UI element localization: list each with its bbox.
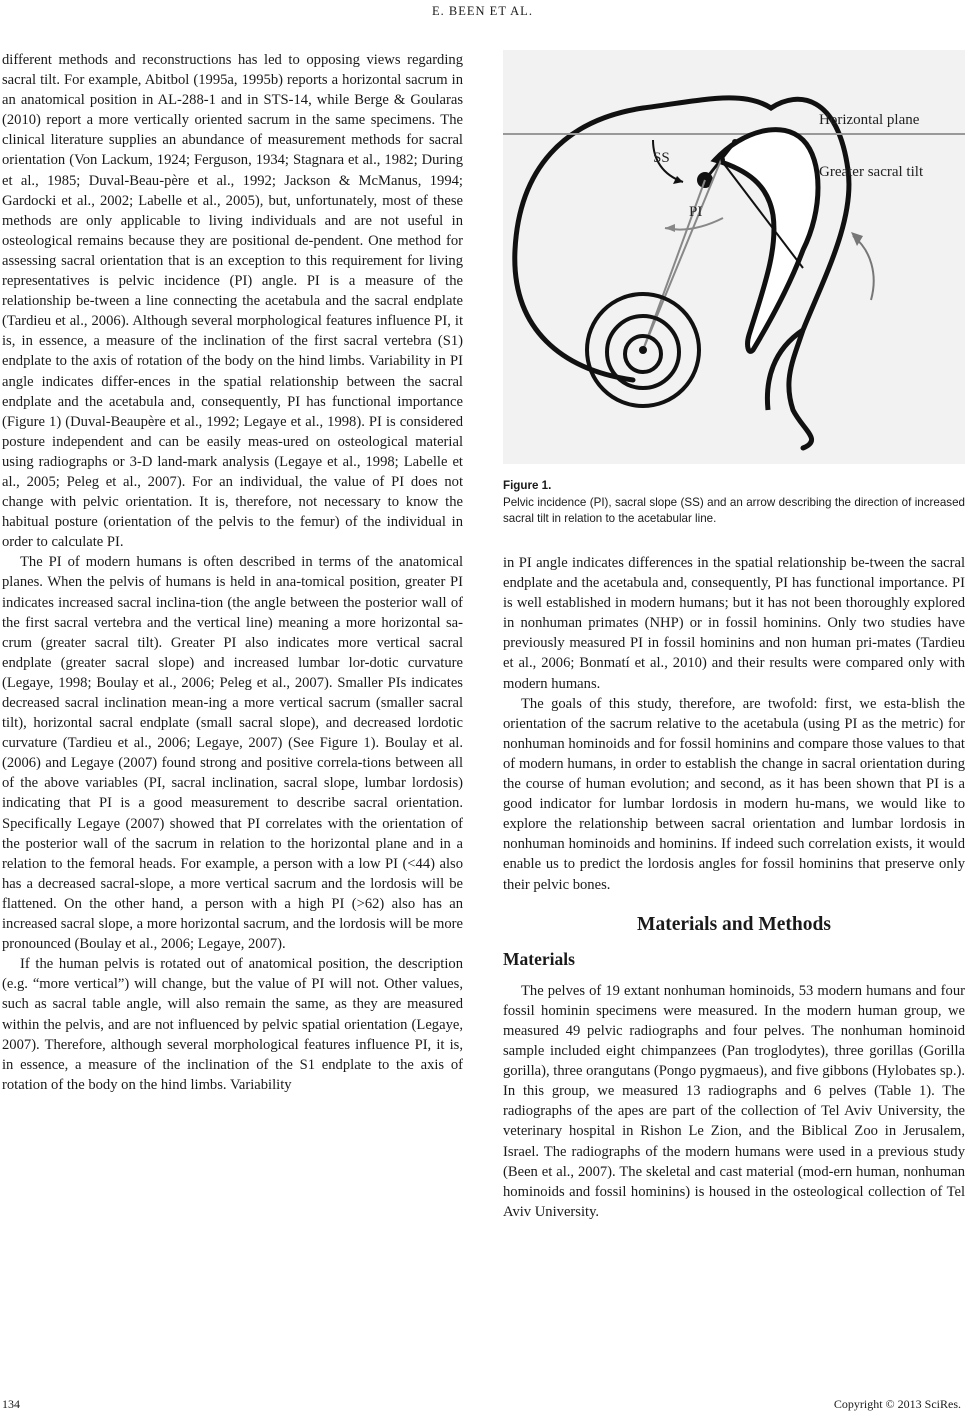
horizontal-plane-label: Horizontal plane [819, 112, 920, 128]
subsection-heading: Materials [503, 948, 575, 969]
pelvis-diagram [503, 50, 965, 464]
body-paragraph: The pelves of 19 extant nonhuman hominoids, 53 modern humans and four fossil hominin specimens were measured. In the modern human group, we measured 49 pelvic radiographs and four pelves. The nonhuman hominoid sample included eight chimpanzees (Pan troglodytes), three gorillas (Gorilla gorilla), three orangutans (Pongo pygmaeus), and five gibbons (Hylobates sp.). In this group, we measured 13 radiographs and 6 pelves (Table 1). The radiographs of the apes are part of the collection of Tel Aviv University, the veterinary hospital in Rishon Le Zion, and the Biblical Zoo in Jerusalem, Israel. The radiographs of the modern humans were used in a previous study (Been et al., 2007). The skeletal and cast material (mod-ern human, nonhuman hominoids and fossil hominins) is housed in the osteological collection of Tel Aviv University. [503, 982, 965, 1220]
figure-caption [503, 478, 965, 528]
body-paragraph: The PI of modern humans is often described in terms of the anatomical planes. When the pelvis of humans is held in ana-tomical position, greater PI indicates increased sacral inclina-tion (the angle between the posterior wall of the first sacral vertebra and the vertical line) meaning a more horizontal sa-crum (greater sacral tilt). Greater PI also indicates more vertical sacral endplate (greater sacral slope) and increased lumbar lor-dotic curvature (Legaye, 1998; Boulay et al., 2006; Peleg et al., 2007). Smaller PIs indicates decreased sacral inclination mean-ing a more vertical sacrum (smaller sacral tilt), horizontal sacral endplate (small sacral slope), and decreased lordotic curvature (Tardieu et al., 2006; Legaye, 2007) (See Figure 1). Boulay et al. (2006) and Legaye (2007) found strong and positive correla-tions between all of the above variables (PI, sacral inclination, sacral slope, lumbar lordosis) indicating that PI is a good measurement to describe sacral orientation. Specifically Legaye (2007) showed that PI correlates with the orientation of the posterior wall of the sacrum in relation to the horizontal plane and in a relation to the femoral heads. For example, a person with a low PI (<44) also has a decreased sacral-slope, a more vertical sacrum and the lordosis will be flattened. On the other hand, a person with a high PI (>62) also has an increased sacral slope, a more horizontal sacrum, and the lordosis will be more pronounced (Boulay et al., 2006; Legaye, 2007). [2, 554, 463, 953]
page-number: 134 [2, 1397, 20, 1411]
body-paragraph: The goals of this study, therefore, are twofold: first, we esta-blish the orientation of the sacrum relative to the acetabula (using PI as the metric) for nonhuman hominoids and for fossil hominins and compare those values to that of modern humans, in order to establish the change in sacral orientation during the course of human evolution; and second, as it has been shown that PI is a good indicator for lumbar lordosis in modern hu-mans, we would like to explore the relationship between sacral orientation and lumbar lordosis in nonhuman hominoids and hominins. If indeed such correlation exists, it would enable us to predict the lordosis angles for fossil hominins that preserve only their pelvic bones. [503, 695, 965, 893]
figure-caption-title: Figure 1. [503, 479, 552, 492]
body-paragraph: different methods and reconstructions has led to opposing views regarding sacral tilt. For example, Abitbol (1995a, 1995b) reports a horizontal sacrum in an anatomical position in AL-288-1 and in STS-14, while Berge & Goularas (2010) report a more vertically oriented sacrum in the same specimens. The clinical literature supplies an abundance of measurement methods for sacral orientation (Von Lackum, 1924; Ferguson, 1934; Stagnara et al., 1982; During et al., 1985; Duval-Beau-père et al., 1992; Jackson & McManus, 1994; Gardocki et al., 2002; Labelle et al., 2005), but, unfortunately, most of these methods are only applicable to living individuals and are not useful in osteological remains because they are positional de-pendent. One method for assessing sacral orientation that is an exception to this requirement for living representatives is pelvic incidence (PI) angle. PI is a measure of the relationship be-tween a line connecting the acetabula and the sacral endplate (Tardieu et al., 2006). Although several morphological features influence PI, it is, in essence, a measure of the inclination of the first sacral vertebra (S1) endplate to the axis of rotation of the body on the hind limbs. Variability in PI angle indicates differ-ences in the spatial relationship between the sacral endplate and the acetabula and, consequently, PI has functional importance (Figure 1) (Duval-Beaupère et al., 1992; Legaye et al., 1998). PI is considered posture independent and can be easily meas-ured on osteological material using radiographs or 3-D land-mark analysis (Legaye et al., 1998; Labelle et al., 2005; Peleg et al., 2007). For an individual, the value of PI does not change with pelvic orientation. It is, therefore, not necessary to know the habitual posture (orientation of the pelvis to the femur) of the individual in order to calculate PI. [2, 52, 463, 551]
left-column [2, 50, 463, 1095]
running-head: E. BEEN ET AL. [432, 4, 533, 18]
right-column [503, 553, 965, 1222]
figure-1 [503, 50, 965, 464]
body-paragraph: in PI angle indicates differences in the spatial relationship be-tween the sacral endplate and the acetabula and, consequently, PI has functional importance. PI is well established in modern humans; but it has not been thoroughly explored in nonhuman primates (NHP) or in fossil hominins. Only two studies have previously measured PI in fossil hominins and non human pri-mates (Tardieu et al., 2006; Bonmatí et al., 2010) and their results were compared only with modern humans. [503, 555, 965, 692]
copyright: Copyright © 2013 SciRes. [833, 1397, 961, 1411]
pi-label: PI [689, 204, 703, 220]
section-heading: Materials and Methods [637, 913, 831, 935]
figure-caption-text: Pelvic incidence (PI), sacral slope (SS) and an arrow describing the direction of increased sacral tilt in relation to the acetabular line. [503, 495, 965, 525]
ss-label: SS [653, 150, 670, 166]
greater-sacral-tilt-label: Greater sacral tilt [819, 164, 924, 180]
body-paragraph: If the human pelvis is rotated out of anatomical position, the description (e.g. “more vertical”) will change, but the value of PI will not. Other values, such as sacral table angle, will also remain the same, as they are measured within the pelvis, and are not influenced by pelvic spatial orientation (Legaye, 2007). Therefore, although several morphological features influence PI, it is, in essence, a measure of the inclination of the S1 endplate to the axis of rotation of the body on the hind limbs. Variability [2, 956, 463, 1093]
